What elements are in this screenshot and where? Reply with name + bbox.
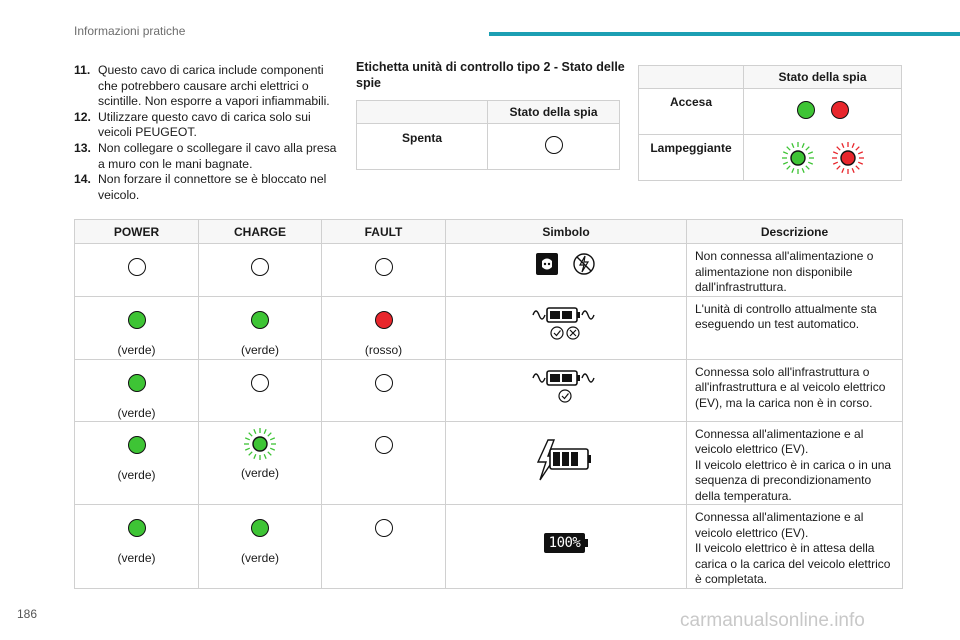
led-status-title: Etichetta unità di controllo tipo 2 - Stato delle spie <box>356 60 625 90</box>
led-color-label: (rosso) <box>364 342 403 357</box>
control-unit-status-table <box>74 219 903 589</box>
power-led-green-icon <box>128 311 146 329</box>
led-color-label: (verde) <box>240 465 279 480</box>
table-row <box>75 244 903 297</box>
charge-led-off-icon <box>251 374 269 392</box>
led-color-label: (verde) <box>240 342 279 357</box>
description-line: Il veicolo elettrico è in carica o in una sequenza di precondizionamento della temperatura. <box>695 457 892 503</box>
description-text: Non connessa all'alimentazione o alimentazione non disponibile dall'infrastruttura. <box>687 244 903 297</box>
description-text: L'unità di controllo attualmente sta eseguendo un test automatico. <box>687 296 903 359</box>
note-number: 11. <box>74 63 91 77</box>
charge-led-green-icon <box>251 519 269 537</box>
battery-charging-icon <box>536 438 596 482</box>
note-text: Questo cavo di carica include componenti che potrebbero causare archi elettrici o scintille. Non esporre a vapori infiammabili. <box>98 63 330 109</box>
led-red-on-icon <box>831 101 849 119</box>
empty-header-cell <box>357 101 488 124</box>
section-title: Informazioni pratiche <box>74 24 186 38</box>
table-row <box>75 421 903 505</box>
led-color-label: (verde) <box>240 551 279 565</box>
led-green-on-icon <box>797 101 815 119</box>
note-item <box>74 172 344 203</box>
description-line: Connessa all'alimentazione e al veicolo elettrico (EV). <box>695 426 864 456</box>
table-row <box>75 505 903 589</box>
led-state-label: Accesa <box>639 89 744 135</box>
power-led-green-icon <box>128 374 146 392</box>
led-color-label: (verde) <box>117 551 156 565</box>
no-power-icon <box>572 252 596 276</box>
note-text: Utilizzare questo cavo di carica solo sui veicoli PEUGEOT. <box>98 109 311 140</box>
note-number: 13. <box>74 140 91 155</box>
note-item <box>74 141 344 172</box>
fault-led-off-icon <box>375 436 393 454</box>
led-red-blinking-icon <box>831 141 865 175</box>
led-color-label: (verde) <box>117 405 156 420</box>
led-off-icon <box>545 136 563 154</box>
fault-led-off-icon <box>375 519 393 537</box>
description-line: Il veicolo elettrico è in attesa della carica o la carica del veicolo elettrico è completata. <box>695 541 891 586</box>
self-test-symbol-icon <box>531 305 601 341</box>
plug-socket-icon <box>536 253 558 275</box>
fault-led-off-icon <box>375 258 393 276</box>
note-number: 12. <box>74 109 91 124</box>
description-line: Connessa all'alimentazione e al veicolo elettrico (EV). <box>695 510 864 540</box>
led-color-label: (verde) <box>117 467 156 482</box>
charge-led-off-icon <box>251 258 269 276</box>
note-item <box>74 110 344 141</box>
note-text: Non forzare il connettore se è bloccato nel veicolo. <box>98 172 327 202</box>
led-on-blink-table <box>638 65 902 181</box>
description-text: Connessa solo all'infrastruttura o all'infrastruttura e al veicolo elettrico (EV), ma la carica non è in corso. <box>687 359 903 421</box>
header-accent-bar <box>489 32 960 36</box>
column-header-symbol: Simbolo <box>446 220 687 244</box>
led-state-label: Spenta <box>357 124 488 170</box>
led-status-header: Stato della spia <box>744 66 902 89</box>
column-header-description: Descrizione <box>687 220 903 244</box>
led-status-header: Stato della spia <box>488 101 620 124</box>
empty-header-cell <box>639 66 744 89</box>
column-header-fault: FAULT <box>322 220 446 244</box>
fault-led-red-icon <box>375 311 393 329</box>
note-text: Non collegare o scollegare il cavo alla presa a muro con le mani bagnate. <box>98 140 337 171</box>
safety-notes <box>74 63 344 203</box>
led-color-label: (verde) <box>117 342 156 357</box>
fault-led-off-icon <box>375 374 393 392</box>
charge-led-green-blinking-icon <box>243 427 277 461</box>
power-led-off-icon <box>128 258 146 276</box>
charge-led-green-icon <box>251 311 269 329</box>
led-state-label: Lampeggiante <box>639 135 744 181</box>
note-item <box>74 63 344 110</box>
led-green-blinking-icon <box>781 141 815 175</box>
connected-not-charging-icon <box>531 368 601 404</box>
page-number: 186 <box>17 607 38 621</box>
battery-percentage: 100% <box>544 533 586 553</box>
battery-full-icon <box>544 533 589 553</box>
column-header-power: POWER <box>75 220 199 244</box>
power-led-green-icon <box>128 519 146 537</box>
column-header-charge: CHARGE <box>199 220 322 244</box>
led-off-table <box>356 100 620 170</box>
table-row <box>75 296 903 359</box>
table-row <box>75 359 903 421</box>
note-number: 14. <box>74 172 91 187</box>
watermark: carmanualsonline.info <box>680 610 865 631</box>
power-led-green-icon <box>128 436 146 454</box>
